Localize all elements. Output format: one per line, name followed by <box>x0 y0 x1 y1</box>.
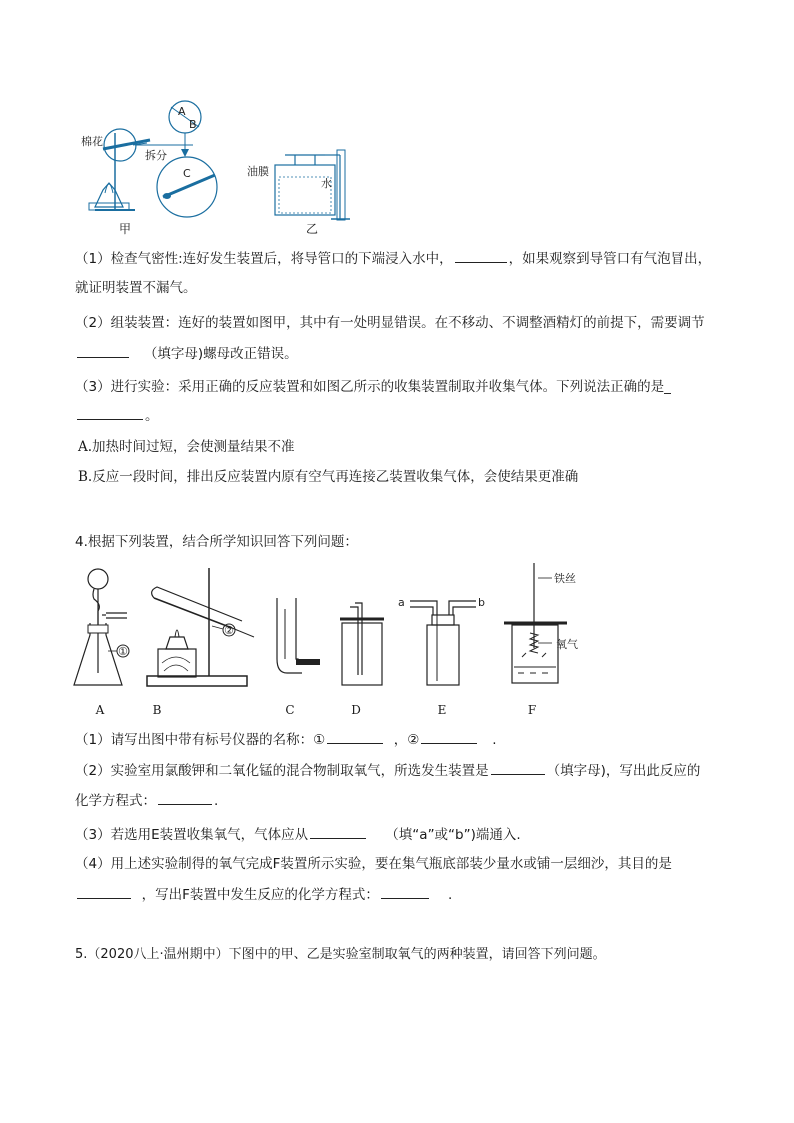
answer-blank[interactable] <box>77 405 143 420</box>
answer-blank[interactable] <box>158 790 212 805</box>
caption-yi: 乙 <box>305 222 318 236</box>
label-b: B <box>189 118 197 131</box>
answer-blank[interactable] <box>310 824 366 839</box>
caption-c: C <box>285 703 295 717</box>
answer-blank[interactable] <box>327 729 383 744</box>
label-c: C <box>183 167 191 180</box>
label-a: A <box>178 105 186 118</box>
q3-part3-line2: 。 <box>75 405 159 426</box>
q4-part2-line1: （2）实验室用氯酸钾和二氧化锰的混合物制取氧气，所选发生装置是 （填字母)，写出此反应的 <box>75 760 700 781</box>
iron-wire-label: 铁丝 <box>554 572 576 585</box>
answer-blank[interactable] <box>455 248 507 263</box>
apparatus-a-f-labels <box>72 563 602 703</box>
q4-part4-line1: （4）用上述实验制得的氧气完成F装置所示实验，要在集气瓶底部装少量水或铺一层细沙，其目的是 <box>75 856 672 872</box>
q3-part1: （1）检查气密性:连好发生装置后，将导管口的下端浸入水中， ，如果观察到导管口有气泡冒出， <box>75 248 711 269</box>
caption-b: B <box>152 703 162 717</box>
q4-part1: （1）请写出图中带有标号仪器的名称：① ，② . <box>75 729 497 750</box>
label-water: 水 <box>321 177 332 190</box>
q4-title: 4.根据下列装置，结合所学知识回答下列问题： <box>75 534 358 550</box>
q4-part4-line2: ，写出F装置中发生反应的化学方程式： . <box>75 884 452 905</box>
answer-blank[interactable] <box>77 884 131 899</box>
caption-e: E <box>437 703 447 717</box>
q3-part2-line1: （2）组装装置：连好的装置如图甲，其中有一处明显错误。在不移动、不调整酒精灯的前提下，需要调节 <box>75 315 705 331</box>
figure1-labels <box>75 95 375 235</box>
q3-part1-cont: 就证明装置不漏气。 <box>75 280 197 296</box>
q3-option-a: A.加热时间过短，会使测量结果不准 <box>78 439 295 455</box>
label-oil-film: 油膜 <box>247 165 269 178</box>
label-split: 拆分 <box>145 149 167 162</box>
marker-1: ① <box>118 645 128 658</box>
answer-blank[interactable] <box>491 760 545 775</box>
port-a-label: a <box>398 596 405 609</box>
q3-part2-line2: （填字母)螺母改正错误。 <box>75 343 298 364</box>
caption-d: D <box>351 703 361 717</box>
answer-blank[interactable] <box>421 729 477 744</box>
q4-part2-line2: 化学方程式： . <box>75 790 218 811</box>
caption-jia: 甲 <box>118 222 131 236</box>
oxygen-label: 氧气 <box>556 638 578 651</box>
q3-part3-line1: （3）进行实验：采用正确的反应装置和如图乙所示的收集装置制取并收集气体。下列说法正确的是_ <box>75 379 671 395</box>
caption-a: A <box>95 703 105 717</box>
port-b-label: b <box>478 596 485 609</box>
q3-option-b: B.反应一段时间，排出反应装置内原有空气再连接乙装置收集气体，会使结果更准确 <box>78 469 579 485</box>
answer-blank[interactable] <box>77 343 129 358</box>
caption-f: F <box>527 703 537 717</box>
marker-2: ② <box>224 624 234 637</box>
q4-part3: （3）若选用E装置收集氧气，气体应从 （填“a”或“b”)端通入. <box>75 824 521 845</box>
answer-blank[interactable] <box>381 884 429 899</box>
q5-title: 5.（2020八上·温州期中）下图中的甲、乙是实验室制取氧气的两种装置，请回答下列问题。 <box>75 947 606 962</box>
label-cotton: 棉花 <box>81 135 103 148</box>
